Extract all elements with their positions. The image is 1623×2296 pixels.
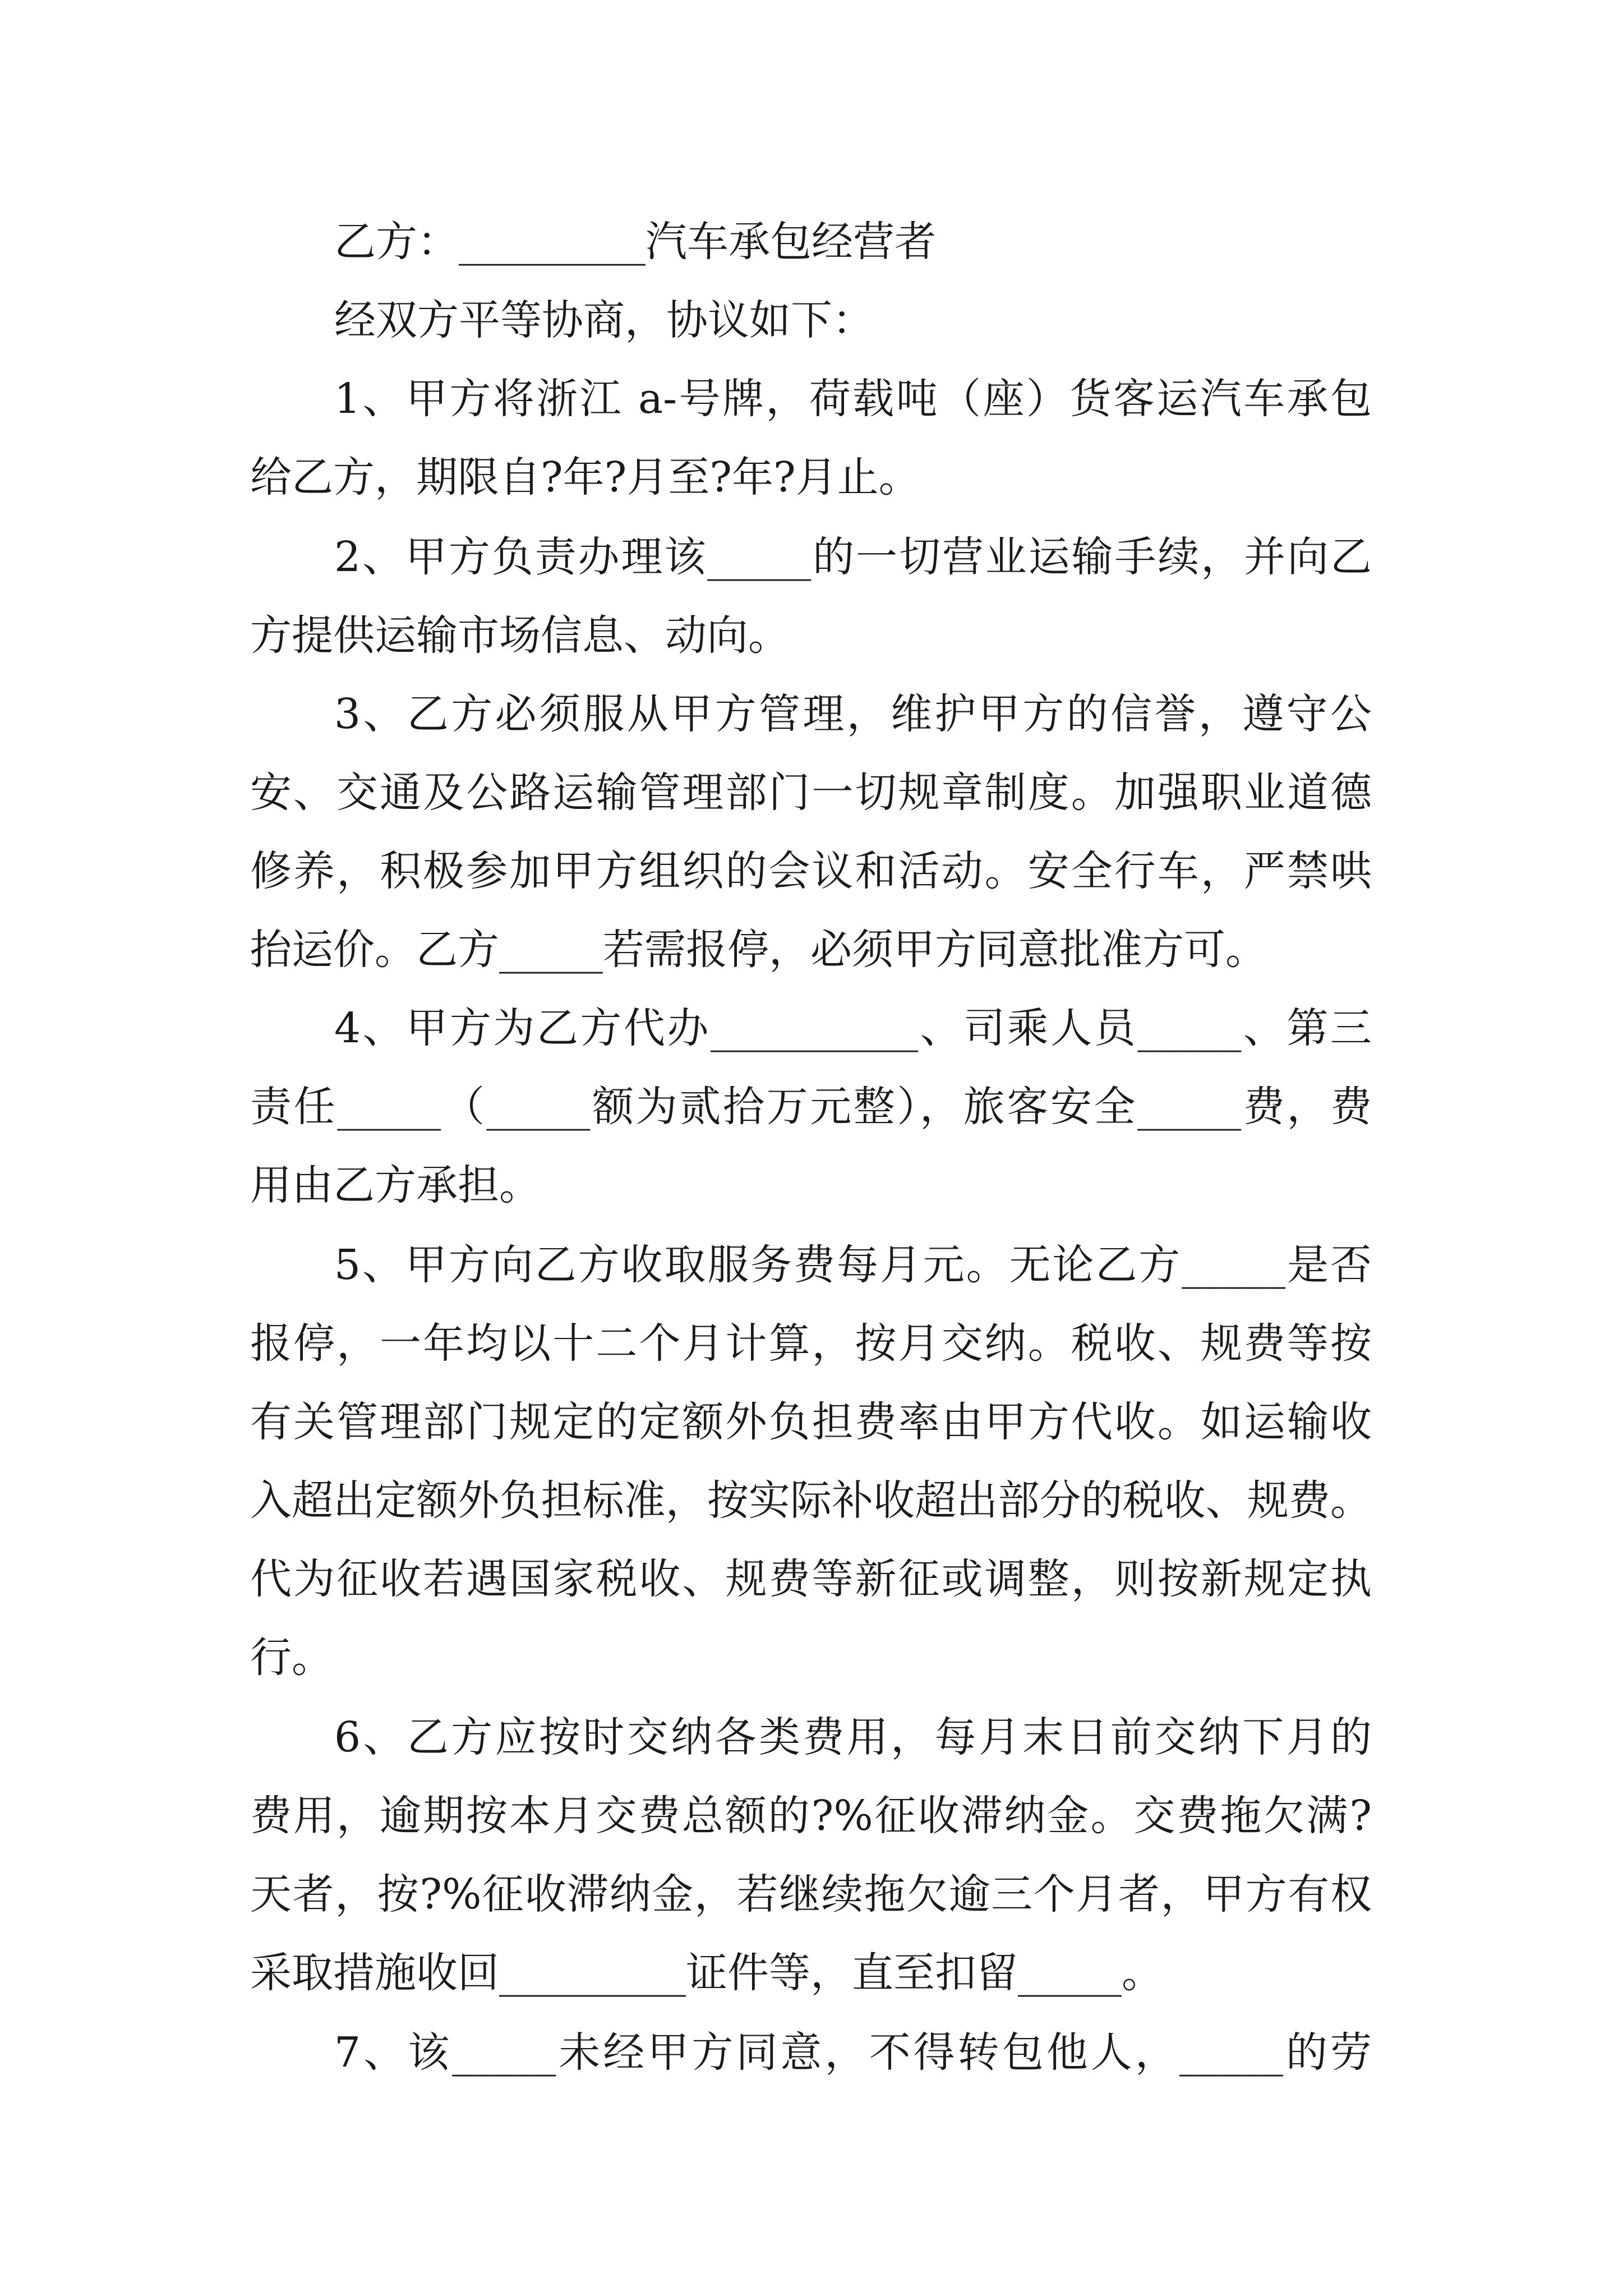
clause-6-line-2: 费用，逾期按本月交费总额的?%征收滞纳金。交费拖欠满?: [250, 1792, 1372, 1840]
clause-2-line-2: 方提供运输市场信息、动向。: [250, 611, 790, 660]
clause-4-line-2: 责任_____（_____额为贰拾万元整），旅客安全_____费，费: [250, 1083, 1372, 1131]
clause-5-line-6: 行。: [250, 1634, 333, 1682]
clause-5-line-2: 报停，一年均以十二个月计算，按月交纳。税收、规费等按: [250, 1319, 1372, 1368]
clause-4-line-3: 用由乙方承担。: [250, 1161, 541, 1209]
clause-5-line-4: 入超出定额外负担标准，按实际补收超出部分的税收、规费。: [250, 1476, 1372, 1525]
clause-3-line-3: 修养，积极参加甲方组织的会议和活动。安全行车，严禁哄: [250, 847, 1372, 895]
clause-3-line-2: 安、交通及公路运输管理部门一切规章制度。加强职业道德: [250, 769, 1372, 817]
clause-6-line-3: 天者，按?%征收滞纳金，若继续拖欠逾三个月者，甲方有权: [250, 1870, 1372, 1918]
clause-5-line-1: 5、甲方向乙方收取服务费每月元。无论乙方_____是否: [334, 1241, 1372, 1289]
clause-3-line-1: 3、乙方必须服从甲方管理，维护甲方的信誉，遵守公: [334, 690, 1372, 738]
clause-1-line-1: 1、甲方将浙江 a-号牌，荷载吨（座）货客运汽车承包: [334, 375, 1372, 423]
clause-4-line-1: 4、甲方为乙方代办__________、司乘人员_____、第三: [334, 1004, 1372, 1052]
clause-7-line-1: 7、该_____未经甲方同意，不得转包他人，_____的劳: [334, 2028, 1372, 2077]
party-b-line: 乙方：_________汽车承包经营者: [334, 218, 936, 266]
preamble-line: 经双方平等协商，协议如下：: [334, 296, 874, 344]
clause-6-line-4: 采取措施收回_________证件等，直至扣留_____。: [250, 1949, 1163, 1997]
clause-1-line-2: 给乙方，期限自?年?月至?年?月止。: [250, 453, 920, 501]
clause-5-line-5: 代为征收若遇国家税收、规费等新征或调整，则按新规定执: [250, 1555, 1372, 1603]
clause-2-line-1: 2、甲方负责办理该_____的一切营业运输手续，并向乙: [334, 533, 1372, 581]
clause-3-line-4: 抬运价。乙方_____若需报停，必须甲方同意批准方可。: [250, 926, 1267, 974]
clause-6-line-1: 6、乙方应按时交纳各类费用，每月末日前交纳下月的: [334, 1713, 1372, 1761]
clause-5-line-3: 有关管理部门规定的定额外负担费率由甲方代收。如运输收: [250, 1398, 1372, 1446]
